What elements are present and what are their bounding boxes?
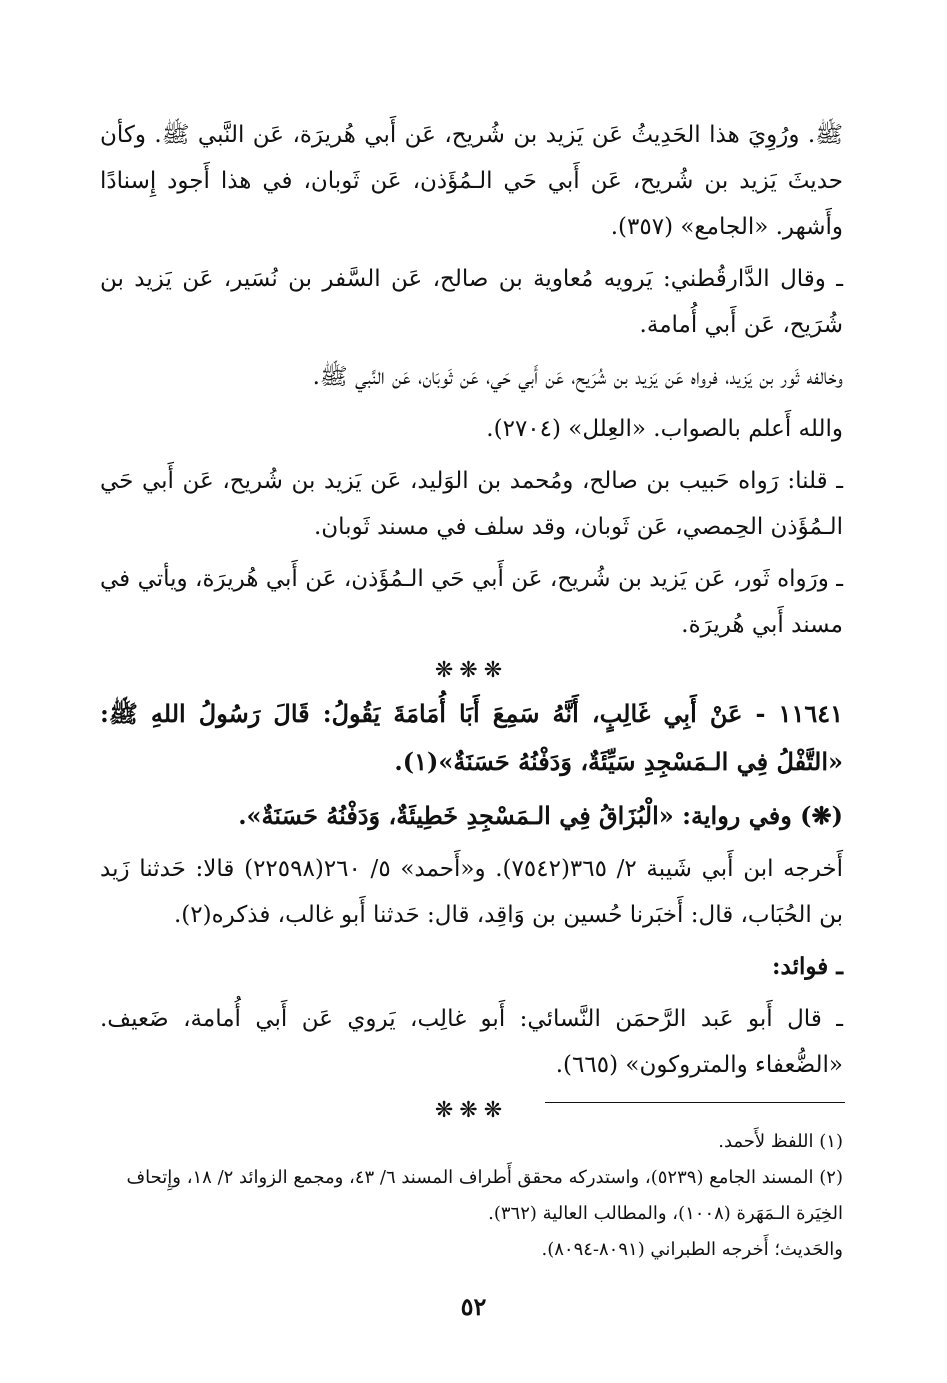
paragraph-5: ـ قلنا: رَواه حَبيب بن صالح، ومُحمد بن الوَليد، عَن يَزيد بن شُريح، عَن أَبي حَي الـمُؤَذن الحِمصي، عَن ثَوبان، وقد سلف في مسند ثَوبان. <box>100 468 843 540</box>
takhrij-paragraph: أَخرجه ابن أَبي شَيبة ٢/ ٣٦٥(٧٥٤٢). و«أَحمد» ٥/ ٢٦٠(٢٢٥٩٨) قالا: حَدثنا زَيد بن الحُبَاب، قال: أَخبَرنا حُسين بن وَاقِد، قال: حَدثنا أَبو غالب، فذكره(٢). <box>100 856 844 928</box>
footnote-1: (١) اللفظ لأَحمد. <box>718 1131 843 1152</box>
paragraph-4: والله أَعلم بالصواب. «العِلل» (٢٧٠٤). <box>486 416 843 442</box>
footnotes <box>100 1124 843 1268</box>
main-text <box>100 112 843 1130</box>
footnote-divider <box>545 1102 845 1103</box>
paragraph-6: ـ ورَواه ثَور، عَن يَزيد بن شُريح، عَن أَبي حَي الـمُؤَذن، عَن أَبي هُريرَة، ويأتي في مسند أَبي هُريرَة. <box>100 566 843 638</box>
paragraph-3: وخالفه ثَور بن يَزيد، فرواه عَن يَزيد بن شُرَيح، عَن أَبي حَي، عَن ثَوبَان، عَن النَّبي ﷺ. <box>312 364 843 390</box>
fawaid-heading: ـ فوائد: <box>772 953 843 980</box>
hadith-text: ١١٦٤١ - عَنْ أَبِي غَالِبٍ، أَنَّهُ سَمِعَ أَبَا أُمَامَةَ يَقُولُ: قَالَ رَسُولُ اللهِ ﷺ: «التَّفْلُ فِي الـمَسْجِدِ سَيِّئَةٌ، وَدَفْنُهُ حَسَنَةٌ»(١). <box>100 699 843 776</box>
page-number: ٥٢ <box>460 1292 487 1321</box>
footnote-2-continued: والحَديث؛ أَخرجه الطبراني (٨٠٩١-٨٠٩٤). <box>541 1239 843 1260</box>
section-separator: ❋❋❋ <box>434 658 509 683</box>
footnote-2: (٢) المسند الجامع (٥٢٣٩)، واستدركه محقق أَطراف المسند ٦/ ٤٣، ومجمع الزوائد ٢/ ١٨، وإِتحاف الخِيَرة الـمَهَرة (١٠٠٨)، والمطالب العالية (٣٦٢). <box>126 1167 843 1224</box>
section-separator-2: ❋❋❋ <box>434 1098 509 1123</box>
paragraph-7: ـ قال أَبو عَبد الرَّحمَن النَّسائي: أَبو غالِب، يَروي عَن أَبي أُمامة، ضَعيف. «الضُّعفاء والمتروكون» (٦٦٥). <box>100 1006 843 1078</box>
paragraph-1: ﷺ. ورُوِيَ هذا الحَدِيثُ عَن يَزيد بن شُريح، عَن أَبي هُريرَة، عَن النَّبي ﷺ. وكأن حديثَ يَزيد بن شُريح، عَن أَبي حَي الـمُؤَذن، عَن ثَوبان، في هذا أَجود إِسنادًا وأَشهر. «الجامع» (٣٥٧). <box>100 122 843 240</box>
hadith-variant: (❋) وفي رواية: «الْبُزَاقُ فِي الـمَسْجِدِ خَطِيئَةٌ، وَدَفْنُهُ حَسَنَةٌ». <box>238 801 843 830</box>
paragraph-2: ـ وقال الدَّارقُطني: يَرويه مُعاوية بن صالح، عَن السَّفر بن نُسَير، عَن يَزيد بن شُرَيح، عَن أَبي أُمامة. <box>100 266 843 338</box>
